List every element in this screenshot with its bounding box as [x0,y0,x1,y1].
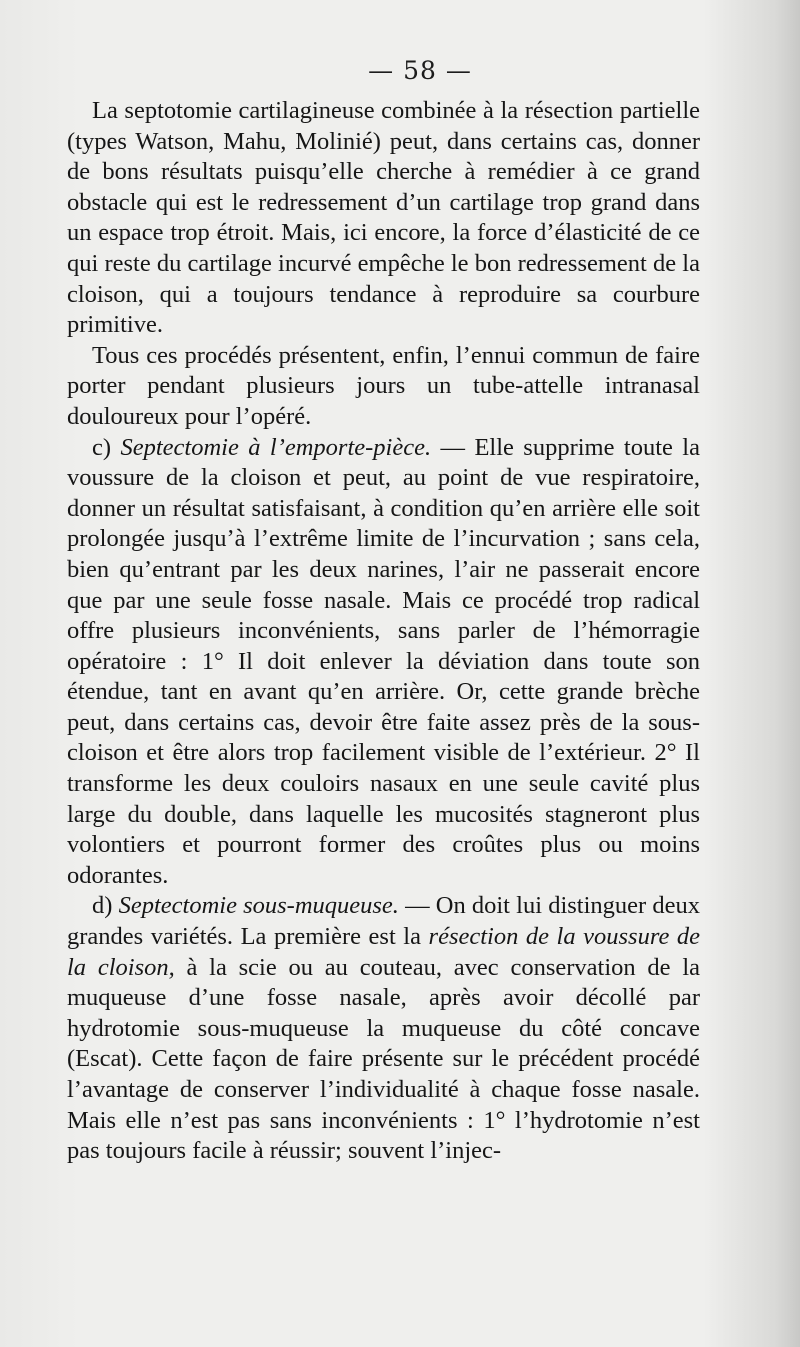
paragraph [67,96,700,341]
italic-heading: Septectomie à l’emporte-pièce. [120,433,432,461]
text-segment: — Elle supprime toute la voussure de la cloison et peut, au point de vue respiratoire, donner un résultat satisfaisant, à condition qu’en arrière elle soit prolongée jusqu’à l’extrême limite de l’incurvation ; sans cela, bien qu’entrant par les deux narines, l’air ne passerait encore que par une seule fosse nasale. Mais ce procédé trop radical offre plusieurs inconvénients, sans parler de l’hémorragie opératoire : 1° Il doit enlever la déviation dans toute son étendue, tant en avant qu’en arrière. Or, cette grande brèche peut, dans certains cas, devoir être faite assez près de la sous-cloison et être alors trop facilement visible de l’extérieur. 2° Il transforme les deux couloirs nasaux en une seule cavité plus large du double, dans laquelle les mucosités stagneront plus volontiers et pourront former des croûtes plus ou moins odorantes. [67,433,700,889]
italic-term: résection de la voussure de la cloison, [67,923,700,981]
text-segment: c) [92,433,121,461]
text-segment: Tous ces procédés présentent, enfin, l’ennui commun de faire porter pendant plusieurs jours un tube-attelle intranasal douloureux pour l’opéré. [67,341,700,430]
text-segment: La septotomie cartilagineuse combinée à la résection partielle (types Watson, Mahu, Molinié) peut, dans certains cas, donner de bons résultats puisqu’elle cherche à remédier à ce grand obstacle qui est le redressement d’un cartilage trop grand dans un espace trop étroit. Mais, ici encore, la force d’élasticité de ce qui reste du cartilage incurvé empêche le bon redressement de la cloison, qui a toujours tendance à reproduire sa courbure primitive. [67,97,700,339]
paragraph [67,433,700,892]
page-number: — 58 — [368,56,472,85]
paragraph [67,341,700,433]
text-segment: à la scie ou au couteau, avec conservation de la muqueuse d’une fosse nasale, après avoir décollé par hydrotomie sous-muqueuse la muqueuse du côté concave (Escat). Cette façon de faire présente sur le précédent procédé l’avantage de conserver l’individualité à chaque fosse nasale. Mais elle n’est pas sans inconvénients : 1° l’hydrotomie n’est pas toujours facile à réussir; souvent l’injec- [67,953,700,1165]
italic-heading: Septectomie sous-muqueuse. [118,892,399,920]
paragraph [67,891,700,1166]
text-segment: d) [92,892,119,920]
body-text [67,96,700,1167]
text-segment: — On doit lui distinguer deux grandes variétés. La première est la [67,892,700,951]
